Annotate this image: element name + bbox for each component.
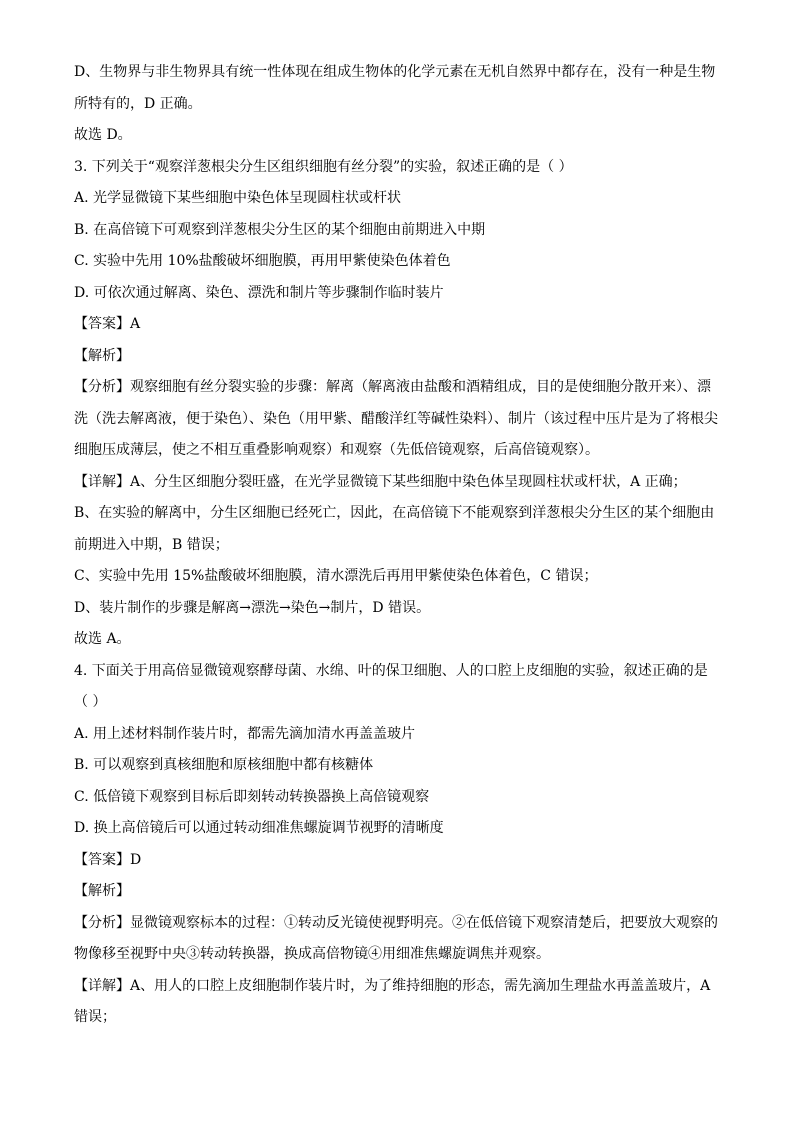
text-line: 所特有的，D 正确。 xyxy=(74,95,202,112)
question-3-stem: 3. 下列关于“观察洋葱根尖分生区组织细胞有丝分裂”的实验，叙述正确的是（ ） xyxy=(74,158,573,175)
question-3-detail: D、装片制作的步骤是解离→漂洗→染色→制片，D 错误。 xyxy=(74,599,431,616)
document-page xyxy=(74,64,724,1041)
question-4-analysis: 物像移至视野中央③转动转换器，换成高倍物镜④用细准焦螺旋调焦并观察。 xyxy=(74,946,550,962)
question-3-detail: 【详解】A、分生区细胞分裂旺盛，在光学显微镜下某些细胞中染色体呈现圆柱状或杆状，A 正确； xyxy=(74,473,687,490)
question-4-option-a: A. 用上述材料制作装片时，都需先滴加清水再盖盖玻片 xyxy=(74,725,416,742)
question-3-option-c: C. 实验中先用 10%盐酸破坏细胞膜，再用甲紫使染色体着色 xyxy=(74,253,451,269)
question-3-explanation-heading: 【解析】 xyxy=(74,347,130,364)
question-4-stem: （ ） xyxy=(74,694,107,710)
question-4-detail: 【详解】A、用人的口腔上皮细胞制作装片时，为了维持细胞的形态，需先滴加生理盐水再盖盖玻片，A xyxy=(74,977,711,994)
question-4-explanation-heading: 【解析】 xyxy=(74,883,130,899)
question-3-analysis: 细胞压成薄层，使之不相互重叠影响观察）和观察（先低倍镜观察，后高倍镜观察）。 xyxy=(74,442,599,458)
question-3-option-b: B. 在高倍镜下可观察到洋葱根尖分生区的某个细胞由前期进入中期 xyxy=(74,221,486,238)
text-line: 故选 D。 xyxy=(74,127,132,143)
question-4-option-d: D. 换上高倍镜后可以通过转动细准焦螺旋调节视野的清晰度 xyxy=(74,820,444,836)
question-3-analysis: 洗（洗去解离液，便于染色）、染色（用甲紫、醋酸洋红等碱性染料）、制片（该过程中压片是为了将根尖 xyxy=(74,410,718,427)
question-3-option-a: A. 光学显微镜下某些细胞中染色体呈现圆柱状或杆状 xyxy=(74,190,402,206)
question-3-detail: C、实验中先用 15%盐酸破坏细胞膜，清水漂洗后再用甲紫使染色体着色，C 错误； xyxy=(74,568,598,584)
question-3-analysis: 【分析】观察细胞有丝分裂实验的步骤：解离（解离液由盐酸和酒精组成，目的是使细胞分散开来）、漂 xyxy=(74,379,711,395)
question-3-detail: 前期进入中期，B 错误； xyxy=(74,536,229,553)
question-4-analysis: 【分析】显微镜观察标本的过程：①转动反光镜使视野明亮。②在低倍镜下观察清楚后，把要放大观察的 xyxy=(74,914,718,931)
question-4-answer: 【答案】D xyxy=(74,851,142,868)
text-line: D、生物界与非生物界具有统一性体现在组成生物体的化学元素在无机自然界中都存在，没有一种是生物 xyxy=(74,64,716,80)
question-4-option-c: C. 低倍镜下观察到目标后即刻转动转换器换上高倍镜观察 xyxy=(74,788,430,805)
question-3-option-d: D. 可依次通过解离、染色、漂洗和制片等步骤制作临时装片 xyxy=(74,284,444,301)
question-3-conclusion: 故选 A。 xyxy=(74,631,131,647)
question-4-option-b: B. 可以观察到真核细胞和原核细胞中都有核糖体 xyxy=(74,757,374,773)
question-4-detail: 错误； xyxy=(74,1009,116,1025)
question-3-answer: 【答案】A xyxy=(74,316,141,332)
question-4-stem: 4. 下面关于用高倍显微镜观察酵母菌、水绵、叶的保卫细胞、人的口腔上皮细胞的实验，叙述正确的是 xyxy=(74,662,708,679)
question-3-detail: B、在实验的解离中，分生区细胞已经死亡，因此，在高倍镜下不能观察到洋葱根尖分生区的某个细胞由 xyxy=(74,505,715,521)
